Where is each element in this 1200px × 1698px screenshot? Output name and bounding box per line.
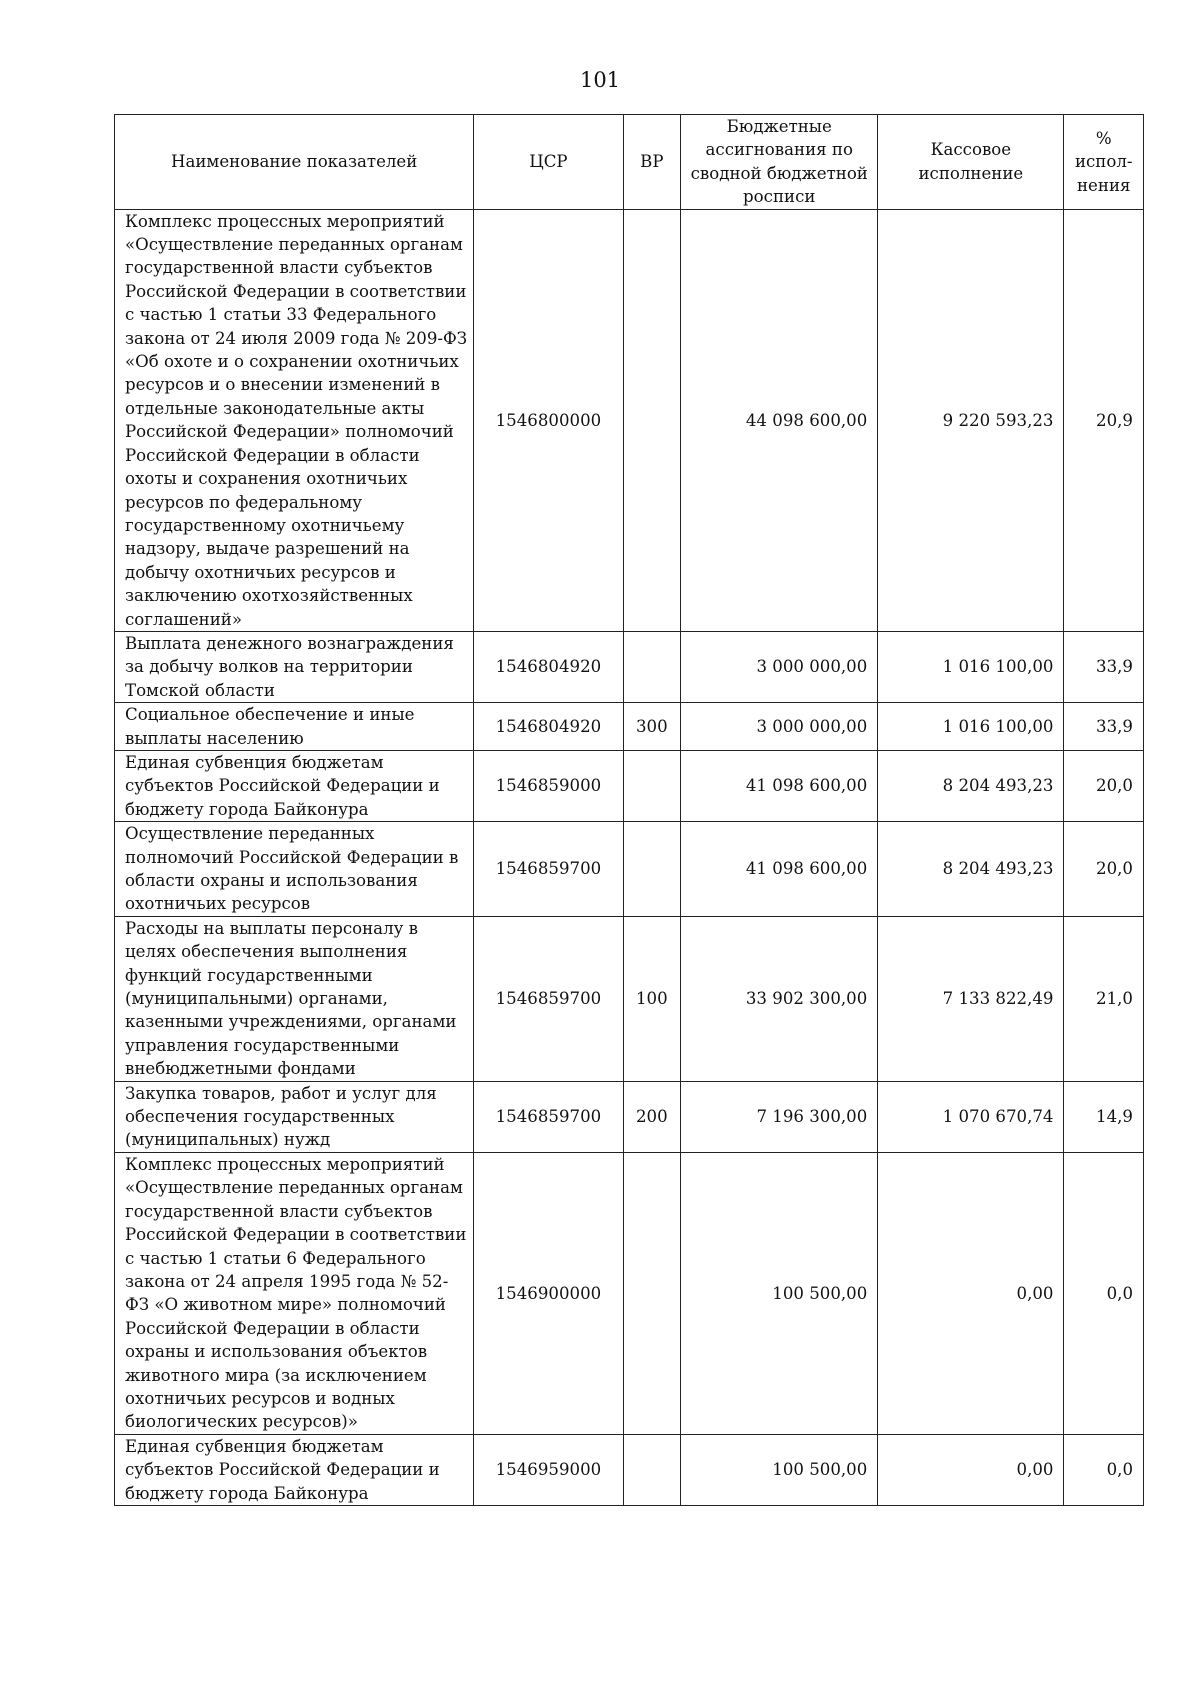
- row-name: Комплекс процессных мероприятий «Осуществление переданных органам государственной власти субъектов Российской Федерации в соответствии с частью 1 статьи 33 Федерального закона от 24 июля 2009 года № 209-ФЗ «Об охоте и о сохранении охотничьих ресурсов и о внесении изменений в отдельные законодательные акты Российской Федерации» полномочий Российской Федерации в области охоты и сохранения охотничьих ресурсов по федеральному государственному охотничьему надзору, выдаче разрешений на добычу охотничьих ресурсов и заключению охотхозяйственных соглашений»: [115, 209, 474, 631]
- row-vr: [623, 1434, 681, 1505]
- header-row: [115, 115, 1144, 210]
- header-budget: Бюджетные ассигнования по сводной бюджетной росписи: [681, 115, 878, 210]
- row-budget: 41 098 600,00: [681, 822, 878, 917]
- row-pct: 20,0: [1064, 750, 1144, 821]
- row-cash: 0,00: [878, 1434, 1064, 1505]
- row-budget: 3 000 000,00: [681, 631, 878, 702]
- row-pct: 14,9: [1064, 1081, 1144, 1152]
- table-row: [115, 750, 1144, 821]
- row-csr: 1546900000: [474, 1152, 623, 1434]
- header-cash: Кассовое исполнение: [878, 115, 1064, 210]
- row-cash: 1 070 670,74: [878, 1081, 1064, 1152]
- header-vr: ВР: [623, 115, 681, 210]
- row-cash: 7 133 822,49: [878, 916, 1064, 1081]
- table-row: [115, 631, 1144, 702]
- row-cash: 1 016 100,00: [878, 703, 1064, 751]
- row-vr: 200: [623, 1081, 681, 1152]
- row-vr: [623, 631, 681, 702]
- row-budget: 100 500,00: [681, 1152, 878, 1434]
- table-row: [115, 916, 1144, 1081]
- table-row: [115, 1434, 1144, 1505]
- row-csr: 1546804920: [474, 703, 623, 751]
- row-name: Единая субвенция бюджетам субъектов Российской Федерации и бюджету города Байконура: [115, 1434, 474, 1505]
- row-cash: 0,00: [878, 1152, 1064, 1434]
- row-pct: 20,9: [1064, 209, 1144, 631]
- row-name: Единая субвенция бюджетам субъектов Российской Федерации и бюджету города Байконура: [115, 750, 474, 821]
- row-pct: 0,0: [1064, 1434, 1144, 1505]
- table-row: [115, 209, 1144, 631]
- row-csr: 1546859700: [474, 822, 623, 917]
- row-budget: 33 902 300,00: [681, 916, 878, 1081]
- row-cash: 1 016 100,00: [878, 631, 1064, 702]
- row-budget: 44 098 600,00: [681, 209, 878, 631]
- row-csr: 1546959000: [474, 1434, 623, 1505]
- row-csr: 1546859000: [474, 750, 623, 821]
- row-name: Осуществление переданных полномочий Российской Федерации в области охраны и использования охотничьих ресурсов: [115, 822, 474, 917]
- row-budget: 3 000 000,00: [681, 703, 878, 751]
- row-name: Социальное обеспечение и иные выплаты населению: [115, 703, 474, 751]
- row-cash: 9 220 593,23: [878, 209, 1064, 631]
- row-name: Закупка товаров, работ и услуг для обеспечения государственных (муниципальных) нужд: [115, 1081, 474, 1152]
- header-name: Наименование показателей: [115, 115, 474, 210]
- table-row: [115, 1081, 1144, 1152]
- row-pct: 0,0: [1064, 1152, 1144, 1434]
- row-vr: 100: [623, 916, 681, 1081]
- row-vr: [623, 209, 681, 631]
- row-pct: 33,9: [1064, 703, 1144, 751]
- row-budget: 7 196 300,00: [681, 1081, 878, 1152]
- row-pct: 20,0: [1064, 822, 1144, 917]
- row-pct: 21,0: [1064, 916, 1144, 1081]
- table-row: [115, 1152, 1144, 1434]
- page-number: 101: [579, 68, 621, 92]
- row-csr: 1546804920: [474, 631, 623, 702]
- budget-execution-table: [114, 114, 1144, 1506]
- table-row: [115, 703, 1144, 751]
- row-pct: 33,9: [1064, 631, 1144, 702]
- row-vr: [623, 1152, 681, 1434]
- row-budget: 100 500,00: [681, 1434, 878, 1505]
- row-name: Выплата денежного вознаграждения за добычу волков на территории Томской области: [115, 631, 474, 702]
- row-name: Расходы на выплаты персоналу в целях обеспечения выполнения функций государственными (муниципальными) органами, казенными учреждениями, органами управления государственными внебюджетными фондами: [115, 916, 474, 1081]
- row-csr: 1546800000: [474, 209, 623, 631]
- row-csr: 1546859700: [474, 916, 623, 1081]
- row-cash: 8 204 493,23: [878, 822, 1064, 917]
- row-vr: [623, 750, 681, 821]
- header-pct: % испол-нения: [1064, 115, 1144, 210]
- row-cash: 8 204 493,23: [878, 750, 1064, 821]
- row-csr: 1546859700: [474, 1081, 623, 1152]
- row-name: Комплекс процессных мероприятий «Осуществление переданных органам государственной власти субъектов Российской Федерации в соответствии с частью 1 статьи 6 Федерального закона от 24 апреля 1995 года № 52-ФЗ «О животном мире» полномочий Российской Федерации в области охраны и использования объектов животного мира (за исключением охотничьих ресурсов и водных биологических ресурсов)»: [115, 1152, 474, 1434]
- row-budget: 41 098 600,00: [681, 750, 878, 821]
- row-vr: [623, 822, 681, 917]
- table-row: [115, 822, 1144, 917]
- header-csr: ЦСР: [474, 115, 623, 210]
- row-vr: 300: [623, 703, 681, 751]
